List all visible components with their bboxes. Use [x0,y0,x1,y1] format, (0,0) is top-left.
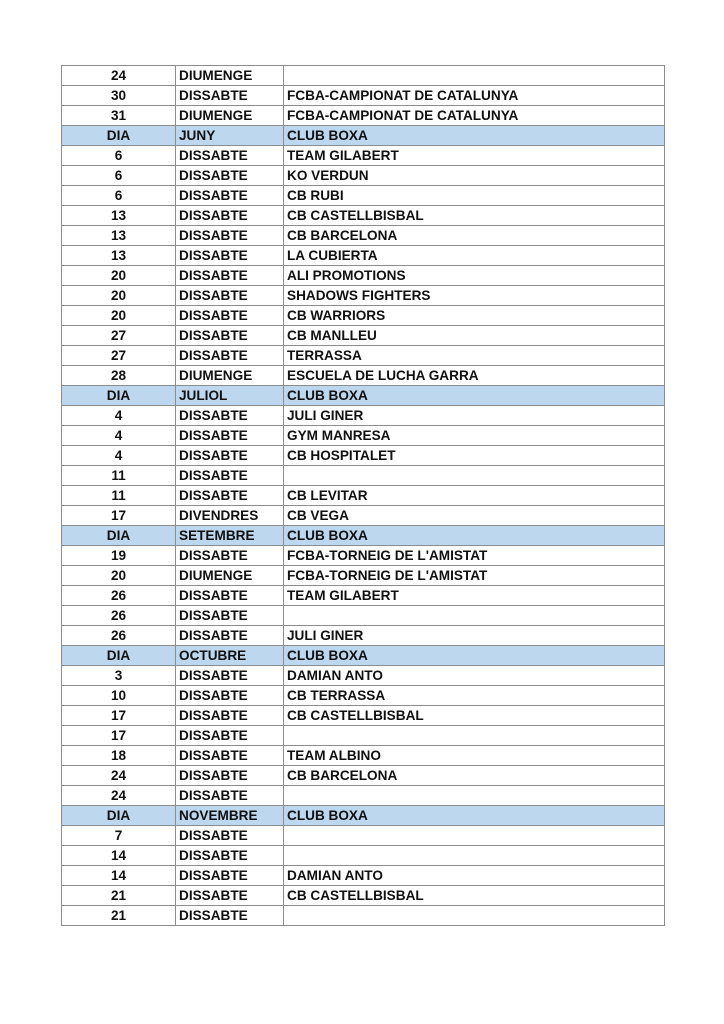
table-row [62,146,665,166]
day-cell: 4 [62,426,176,446]
club-cell [284,66,665,86]
table-row [62,886,665,906]
table-row [62,166,665,186]
day-cell: 4 [62,406,176,426]
weekday-cell: DIUMENGE [176,566,284,586]
weekday-cell: DISSABTE [176,746,284,766]
club-cell: CB RUBI [284,186,665,206]
club-cell: TERRASSA [284,346,665,366]
table-row [62,406,665,426]
weekday-cell: DISSABTE [176,866,284,886]
club-cell: CLUB BOXA [284,806,665,826]
day-cell: 20 [62,266,176,286]
table-row [62,546,665,566]
club-cell: DAMIAN ANTO [284,666,665,686]
table-row [62,326,665,346]
day-cell: 17 [62,506,176,526]
day-cell: 14 [62,846,176,866]
day-cell: 4 [62,446,176,466]
day-cell: DIA [62,386,176,406]
weekday-cell: DISSABTE [176,786,284,806]
table-row [62,466,665,486]
weekday-cell: DISSABTE [176,326,284,346]
day-cell: DIA [62,646,176,666]
weekday-cell: DISSABTE [176,486,284,506]
day-cell: 11 [62,466,176,486]
club-cell: TEAM GILABERT [284,586,665,606]
table-row [62,266,665,286]
club-cell: CB TERRASSA [284,686,665,706]
weekday-cell: DISSABTE [176,846,284,866]
club-cell: FCBA-CAMPIONAT DE CATALUNYA [284,106,665,126]
day-cell: 7 [62,826,176,846]
month-header-row [62,526,665,546]
club-cell [284,466,665,486]
table-row [62,846,665,866]
month-header-row [62,806,665,826]
club-cell: TEAM ALBINO [284,746,665,766]
club-cell: CLUB BOXA [284,526,665,546]
month-header-row [62,646,665,666]
club-cell: CB CASTELLBISBAL [284,706,665,726]
club-cell: CB CASTELLBISBAL [284,206,665,226]
weekday-cell: DISSABTE [176,266,284,286]
weekday-cell: DISSABTE [176,766,284,786]
club-cell: ESCUELA DE LUCHA GARRA [284,366,665,386]
day-cell: 30 [62,86,176,106]
weekday-cell: DIVENDRES [176,506,284,526]
day-cell: 21 [62,886,176,906]
day-cell: 18 [62,746,176,766]
club-cell: CB BARCELONA [284,766,665,786]
table-row [62,746,665,766]
weekday-cell: DISSABTE [176,426,284,446]
club-cell: CB CASTELLBISBAL [284,886,665,906]
club-cell [284,726,665,746]
weekday-cell: DISSABTE [176,726,284,746]
table-row [62,906,665,926]
table-row [62,346,665,366]
weekday-cell: DISSABTE [176,706,284,726]
club-cell: FCBA-TORNEIG DE L'AMISTAT [284,566,665,586]
club-cell [284,826,665,846]
day-cell: 14 [62,866,176,886]
month-cell: JULIOL [176,386,284,406]
schedule-table-body [62,66,665,926]
table-row [62,306,665,326]
weekday-cell: DISSABTE [176,346,284,366]
day-cell: 13 [62,206,176,226]
table-row [62,86,665,106]
weekday-cell: DISSABTE [176,586,284,606]
club-cell [284,906,665,926]
weekday-cell: DISSABTE [176,906,284,926]
month-cell: SETEMBRE [176,526,284,546]
table-row [62,226,665,246]
weekday-cell: DISSABTE [176,666,284,686]
table-row [62,286,665,306]
day-cell: 6 [62,166,176,186]
club-cell: CLUB BOXA [284,386,665,406]
weekday-cell: DISSABTE [176,626,284,646]
weekday-cell: DISSABTE [176,186,284,206]
weekday-cell: DISSABTE [176,606,284,626]
day-cell: 20 [62,286,176,306]
day-cell: 17 [62,726,176,746]
month-cell: JUNY [176,126,284,146]
month-header-row [62,126,665,146]
club-cell: CB BARCELONA [284,226,665,246]
day-cell: DIA [62,526,176,546]
weekday-cell: DISSABTE [176,286,284,306]
day-cell: 17 [62,706,176,726]
table-row [62,366,665,386]
club-cell: CLUB BOXA [284,646,665,666]
day-cell: 24 [62,786,176,806]
club-cell: CB MANLLEU [284,326,665,346]
day-cell: 27 [62,346,176,366]
day-cell: 20 [62,566,176,586]
weekday-cell: DISSABTE [176,246,284,266]
club-cell: FCBA-CAMPIONAT DE CATALUNYA [284,86,665,106]
table-row [62,606,665,626]
club-cell: JULI GINER [284,406,665,426]
table-row [62,666,665,686]
club-cell [284,786,665,806]
table-row [62,66,665,86]
day-cell: 31 [62,106,176,126]
table-row [62,446,665,466]
day-cell: 6 [62,146,176,166]
day-cell: 26 [62,626,176,646]
day-cell: 13 [62,246,176,266]
weekday-cell: DISSABTE [176,446,284,466]
table-row [62,506,665,526]
day-cell: DIA [62,806,176,826]
club-cell: FCBA-TORNEIG DE L'AMISTAT [284,546,665,566]
month-header-row [62,386,665,406]
month-cell: NOVEMBRE [176,806,284,826]
table-row [62,426,665,446]
day-cell: 3 [62,666,176,686]
club-cell: LA CUBIERTA [284,246,665,266]
day-cell: 24 [62,766,176,786]
weekday-cell: DIUMENGE [176,66,284,86]
club-cell: ALI PROMOTIONS [284,266,665,286]
club-cell [284,606,665,626]
table-row [62,766,665,786]
table-row [62,586,665,606]
club-cell: CB VEGA [284,506,665,526]
day-cell: 21 [62,906,176,926]
day-cell: 11 [62,486,176,506]
weekday-cell: DISSABTE [176,406,284,426]
weekday-cell: DISSABTE [176,826,284,846]
day-cell: 13 [62,226,176,246]
weekday-cell: DISSABTE [176,146,284,166]
day-cell: DIA [62,126,176,146]
weekday-cell: DISSABTE [176,166,284,186]
weekday-cell: DISSABTE [176,546,284,566]
day-cell: 26 [62,606,176,626]
weekday-cell: DISSABTE [176,206,284,226]
day-cell: 19 [62,546,176,566]
day-cell: 6 [62,186,176,206]
club-cell: CB LEVITAR [284,486,665,506]
day-cell: 28 [62,366,176,386]
table-row [62,686,665,706]
club-cell: CB WARRIORS [284,306,665,326]
weekday-cell: DISSABTE [176,686,284,706]
weekday-cell: DIUMENGE [176,106,284,126]
day-cell: 10 [62,686,176,706]
club-cell: GYM MANRESA [284,426,665,446]
table-row [62,246,665,266]
club-cell: TEAM GILABERT [284,146,665,166]
table-row [62,786,665,806]
table-row [62,626,665,646]
day-cell: 24 [62,66,176,86]
weekday-cell: DISSABTE [176,86,284,106]
table-row [62,866,665,886]
table-row [62,826,665,846]
club-cell: SHADOWS FIGHTERS [284,286,665,306]
weekday-cell: DISSABTE [176,466,284,486]
club-cell [284,846,665,866]
table-row [62,706,665,726]
schedule-table [61,65,665,926]
club-cell: CLUB BOXA [284,126,665,146]
club-cell: KO VERDUN [284,166,665,186]
month-cell: OCTUBRE [176,646,284,666]
table-row [62,106,665,126]
weekday-cell: DISSABTE [176,886,284,906]
day-cell: 26 [62,586,176,606]
table-row [62,186,665,206]
day-cell: 27 [62,326,176,346]
day-cell: 20 [62,306,176,326]
weekday-cell: DIUMENGE [176,366,284,386]
table-row [62,206,665,226]
table-row [62,726,665,746]
table-row [62,486,665,506]
weekday-cell: DISSABTE [176,306,284,326]
weekday-cell: DISSABTE [176,226,284,246]
club-cell: JULI GINER [284,626,665,646]
table-row [62,566,665,586]
club-cell: DAMIAN ANTO [284,866,665,886]
club-cell: CB HOSPITALET [284,446,665,466]
